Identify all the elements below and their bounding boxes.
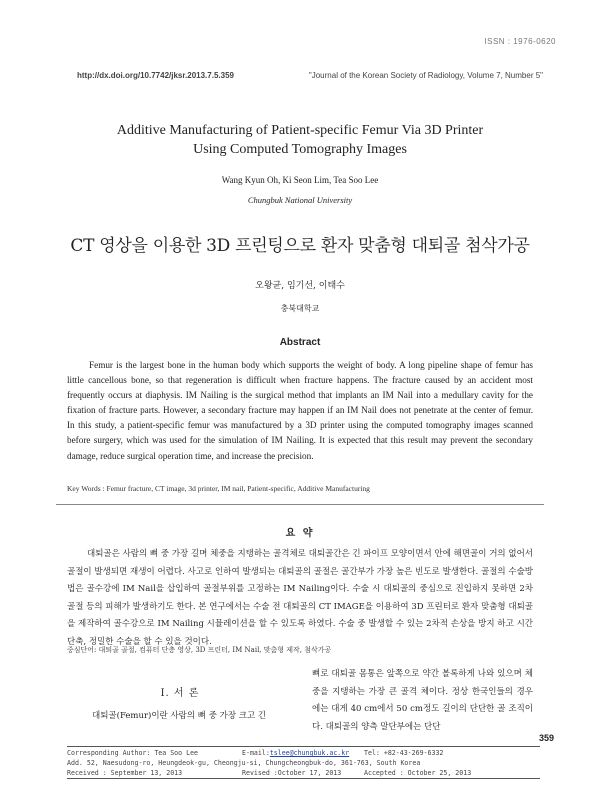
summary-body-ko: 대퇴골은 사람의 뼈 중 가장 길며 체중을 지탱하는 골격체로 대퇴골간은 긴 파이프 모양이면서 안에 해면골이 거의 없어서 골절이 발생되면 재생이 어렵다. 사고로 인하여 발생되는 대퇴골의 골절은 골간부가 가장 높은 빈도로 발생한다. 골절의 수술방법은 골수강에 IM Nail을 삽입하여 골절부위를 고정하는 IM Nailing이다. 수술 시 대퇴골의 중심으로 진입하지 못하면 2차 골절 등의 피해가 발생하기도 한다. 본 연구에서는 수술 전 대퇴골의 CT IMAGE을 이용하여 3D 프린터로 환자 맞춤형 대퇴골을 제작하여 골수강으로 IM Nailing 시뮬레이션을 할 수 있도록 하였다. 수술 중 발생할 수 있는 2차적 손상을 방지 하고 시간 단축, 정밀한 수술을 할 수 있을 것이다. bbox=[67, 549, 533, 647]
telephone: Tel: +82-43-269-6332 bbox=[364, 749, 444, 757]
footer-row-dates bbox=[67, 768, 540, 778]
received-date: Received : September 13, 2013 bbox=[67, 769, 183, 777]
issn: ISSN : 1976-0620 bbox=[484, 37, 556, 46]
authors-ko: 오왕균, 임기선, 이태수 bbox=[255, 281, 345, 291]
address: Add. 52, Naesudong-ro, Heungdeok-gu, Cheongju-si, Chungcheongbuk-do, 361-763, South Korea bbox=[67, 759, 421, 767]
footer-row-contact bbox=[67, 748, 540, 758]
keywords-ko: 중심단어: 대퇴골 골절, 컴퓨터 단층 영상, 3D 프린터, IM Nail, 맞춤형 제작, 첨삭가공 bbox=[67, 646, 332, 654]
page-number: 359 bbox=[538, 733, 554, 743]
divider bbox=[56, 504, 544, 505]
title-line-1: Additive Manufacturing of Patient-specific Femur Via 3D Printer bbox=[116, 123, 484, 138]
title-line-2: Using Computed Tomography Images bbox=[193, 142, 407, 157]
keywords-en: Key Words : Femur fracture, CT image, 3d printer, IM nail, Patient-specific, Additive Manufacturing bbox=[67, 484, 370, 493]
accepted-date: Accepted : October 25, 2013 bbox=[364, 769, 472, 777]
footer-info bbox=[67, 746, 540, 779]
section-heading-introduction: Ⅰ. 서 론 bbox=[160, 688, 200, 699]
intro-right-column: 뼈로 대퇴골 몸통은 앞쪽으로 약간 볼록하게 나와 있으며 체중을 지탱하는 가장 큰 골격 체이다. 정상 한국인들의 경우에는 대게 40 cm에서 50 cm정도 길이의 단단한 골 조직이다. 대퇴골의 양측 말단부에는 단단 bbox=[312, 669, 533, 732]
doi-link[interactable]: http://dx.doi.org/10.7742/jksr.2013.7.5.359 bbox=[77, 71, 234, 80]
revised-date: Revised :October 17, 2013 bbox=[242, 769, 342, 777]
corresponding-author: Corresponding Author: Tea Soo Lee bbox=[67, 749, 199, 757]
footer-row-address bbox=[67, 758, 540, 768]
journal-citation: "Journal of the Korean Society of Radiology, Volume 7, Number 5" bbox=[308, 71, 543, 80]
email-block bbox=[242, 748, 364, 758]
affiliation-en: Chungbuk National University bbox=[247, 195, 353, 205]
intro-left-column: 대퇴골(Femur)이란 사람의 뼈 중 가장 크고 긴 bbox=[92, 711, 267, 721]
summary-heading-ko: 요 약 bbox=[285, 528, 315, 539]
abstract-body: Femur is the largest bone in the human body which supports the weight of body. A long pipeline shape of femur has little cancellous bone, so that regeneration is difficult when fracture happens. The fracture caused by an accident most frequently occurs at diaphysis. IM Nailing is the surgical method that implants an IM Nail into a medullary cavity for the fixation of fracture parts. However, a secondary fracture may happen if an IM Nail does not penetrate at the center of femur. In this study, a patient-specific femur was manufactured by a 3D printer using the computed tomography images scanned before surgery, which was used for the simulation of IM Nailing. It is expected that this result may prevent the secondary damage, reduce surgical operation time, and increase the precision. bbox=[67, 360, 533, 461]
abstract-heading: Abstract bbox=[279, 337, 321, 348]
email-label: E-mail: bbox=[242, 749, 270, 757]
email-link[interactable]: tslee@chungbuk.ac.kr bbox=[269, 749, 350, 757]
paper-title-ko: CT 영상을 이용한 3D 프린팅으로 환자 맞춤형 대퇴골 첨삭가공 bbox=[70, 236, 530, 256]
paper-title-en bbox=[60, 121, 540, 159]
authors-en: Wang Kyun Oh, Ki Seon Lim, Tea Soo Lee bbox=[221, 175, 379, 185]
affiliation-ko: 충북대학교 bbox=[280, 304, 320, 313]
